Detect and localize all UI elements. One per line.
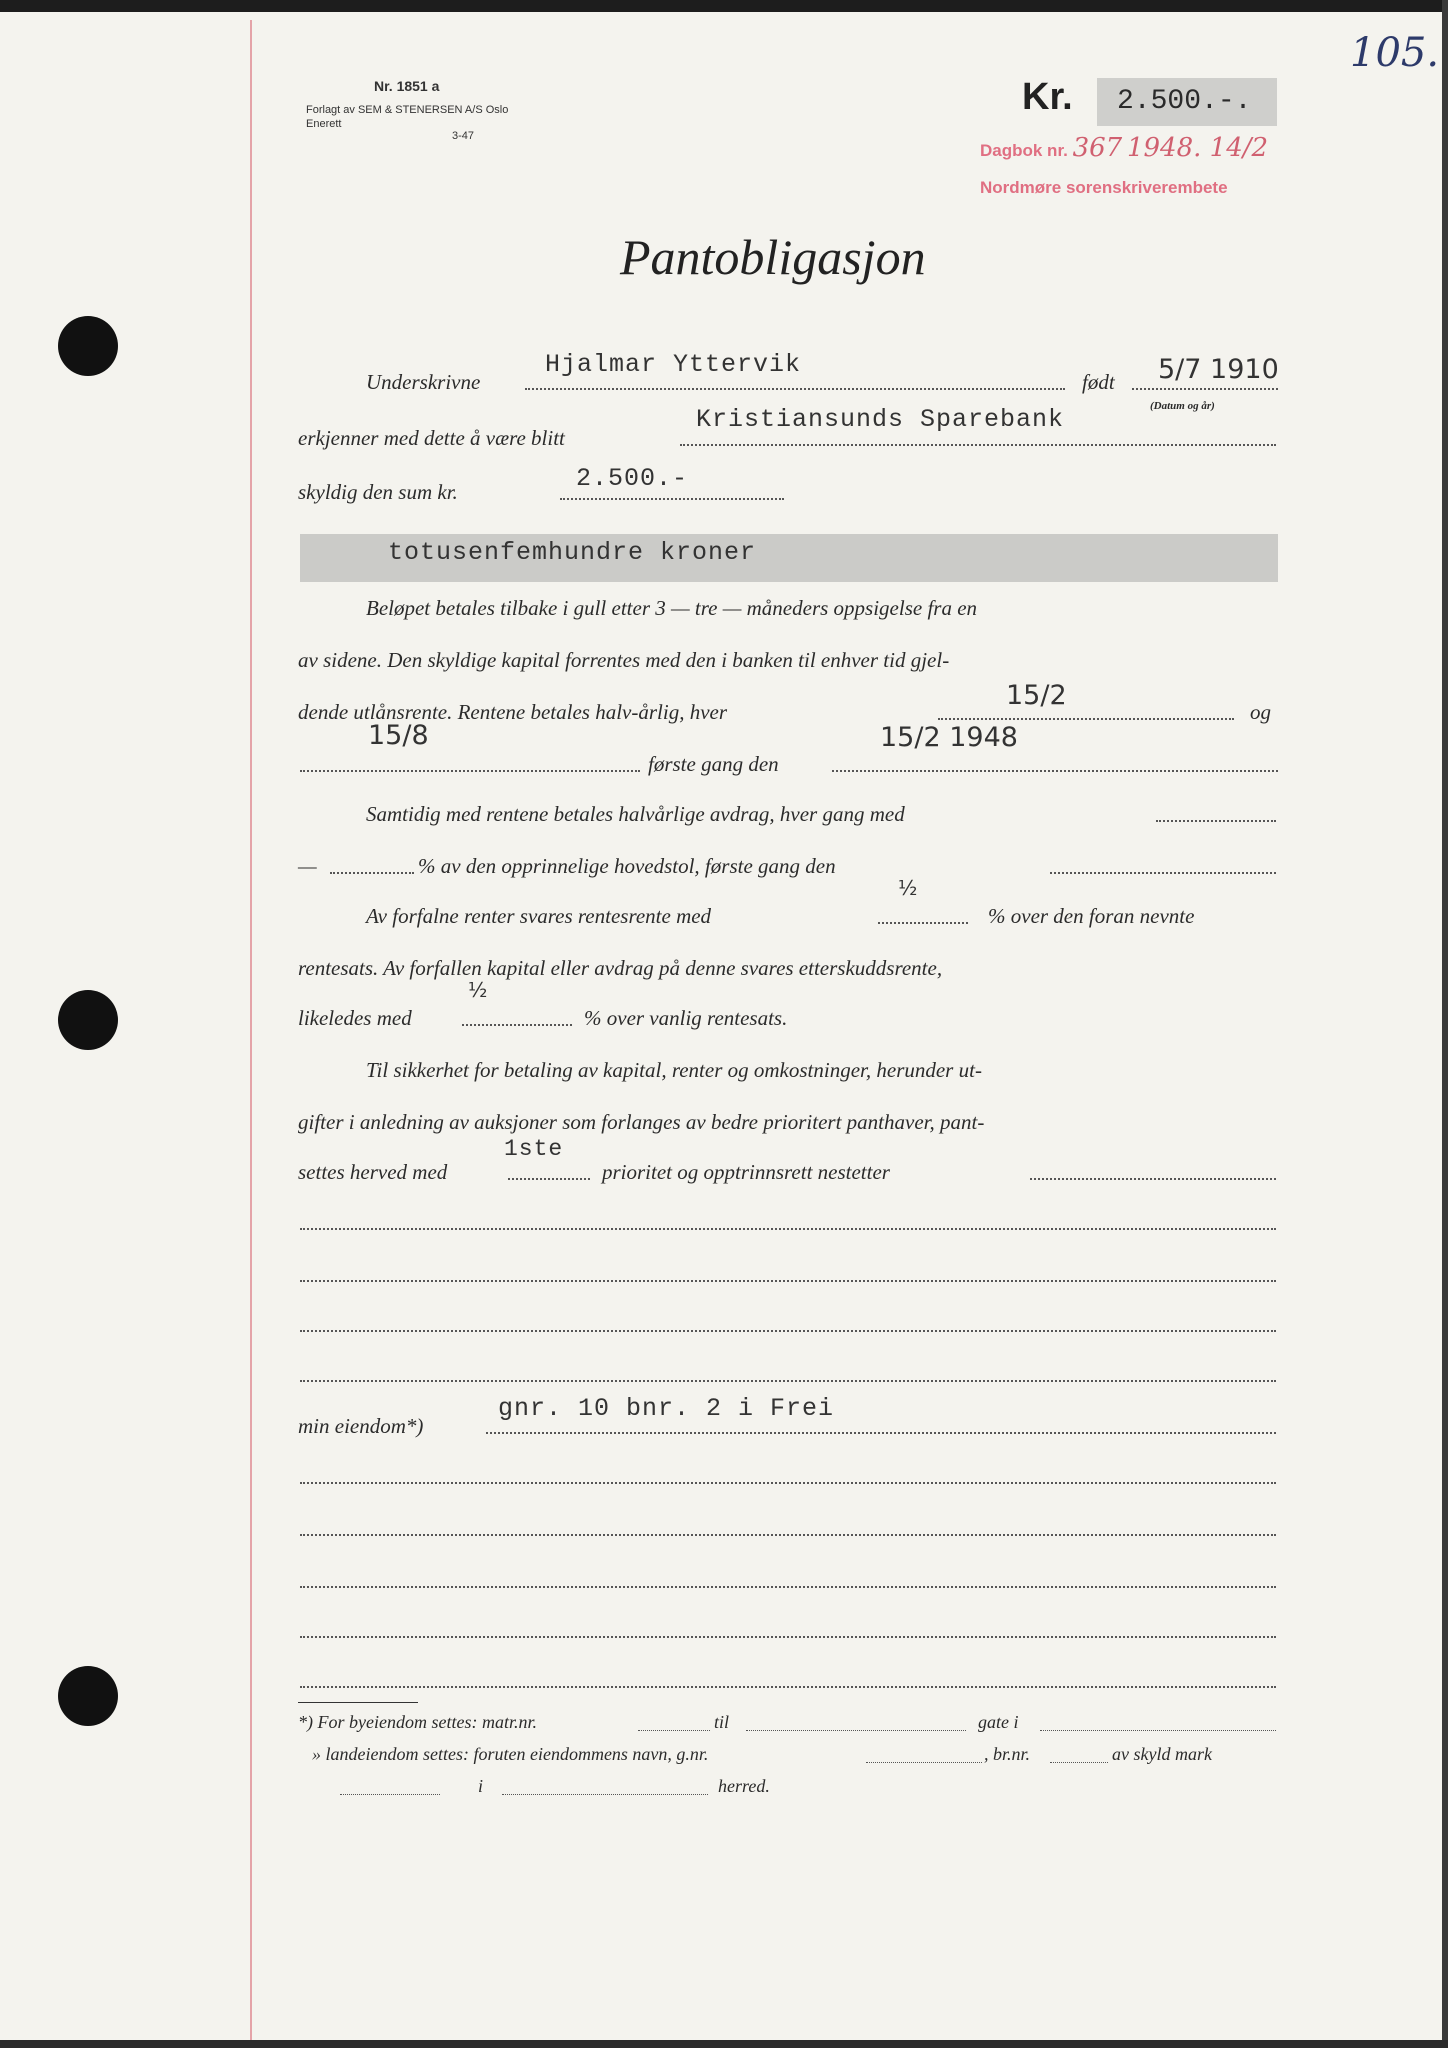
p1-line3: dende utlånsrente. Rentene betales halv-årlig, hver [298,700,728,724]
blank-line [300,1636,1276,1638]
term-date-1: 15/2 [1006,680,1067,711]
journal-stamp [980,133,1269,163]
dotted-line [1040,1730,1276,1731]
signer-label: Underskrivne [366,370,481,394]
dotted-line [508,1178,590,1180]
sum-value: 2.500.- [576,464,689,493]
footnote-rule [298,1702,418,1703]
dotted-line [746,1730,966,1731]
term-date-2: 15/8 [368,720,429,751]
first-date: 15/2 1948 [880,722,1018,753]
p1-line1: Beløpet betales tilbake i gull etter 3 — tre — måneders oppsigelse fra en [366,596,978,620]
dotted-line [525,388,1065,390]
blank-line [300,1686,1276,1688]
dotted-line [462,1024,572,1026]
blank-line [300,1380,1276,1382]
footnote-line2-c: av skyld mark [1112,1744,1212,1764]
punch-hole-top [58,316,118,376]
footnote-line2-a: » landeiendom settes: foruten eiendommens navn, g.nr. [312,1744,709,1764]
scan-right-edge [1442,0,1448,2048]
p3-line2: rentesats. Av forfallen kapital eller avdrag på denne svares etterskuddsrente, [298,956,943,980]
publisher-line: Forlagt av SEM & STENERSEN A/S Oslo [306,104,509,116]
p4-line1: Til sikkerhet for betaling av kapital, renter og omkostninger, herunder ut- [366,1058,982,1082]
publisher-code: 3-47 [452,130,475,142]
p2-line1: Samtidig med rentene betales halvårlige avdrag, hver gang med [366,802,905,826]
dotted-line [1030,1178,1276,1180]
footnote-line2-b: , br.nr. [984,1744,1031,1764]
creditor-label: erkjenner med dette å være blitt [298,426,565,450]
p3-line1-end: % over den foran nevnte [988,904,1195,928]
dotted-line [1050,872,1276,874]
dotted-line [1156,820,1276,822]
dotted-line [866,1762,982,1763]
signer-name: Hjalmar Yttervik [545,350,802,379]
punch-hole-bottom [58,1666,118,1726]
p2-dash: — [298,854,317,878]
stamp-journal-label: Dagbok nr. [980,141,1068,160]
dotted-line [680,444,1276,446]
footnote-line1-a: *) For byeiendom settes: matr.nr. [298,1712,537,1732]
dotted-line [300,770,640,772]
scan-bottom-edge [0,2040,1448,2048]
form-number: Nr. 1851 a [374,78,440,94]
journal-date: 1948. 14/2 [1126,133,1269,163]
footnote-line3-b: herred. [718,1776,770,1796]
p3-line3: likeledes med [298,1006,412,1030]
dotted-line [340,1794,440,1795]
dotted-line [1050,1762,1108,1763]
property-label: min eiendom*) [298,1414,424,1438]
dotted-line [486,1432,1276,1434]
dotted-line [502,1794,708,1795]
p2-line2: % av den opprinnelige hovedstol, første gang den [418,854,836,878]
blank-line [300,1228,1276,1230]
footnote-line3-a: i [478,1776,484,1796]
dotted-line [878,922,968,924]
dotted-line [560,498,784,500]
interest-rate-1: ½ [898,876,918,900]
dotted-line [638,1730,710,1731]
blank-line [300,1534,1276,1536]
dotted-line [330,872,414,874]
born-label: født [1082,370,1115,394]
p1-line2: av sidene. Den skyldige kapital forrentes med den i banken til enhver tid gjel- [298,648,950,672]
p4-line2: gifter i anledning av auksjoner som forlanges av bedre prioritert panthaver, pant- [298,1110,985,1134]
blank-line [300,1586,1276,1588]
p4-line3: settes herved med [298,1160,448,1184]
property-value: gnr. 10 bnr. 2 i Frei [498,1394,835,1423]
sum-words: totusenfemhundre kroner [388,538,757,567]
first-label: første gang den [648,752,779,776]
kr-label: Kr. [1022,76,1073,118]
interest-rate-2: ½ [468,978,488,1002]
page-number: 105. [1350,30,1440,76]
sum-label: skyldig den sum kr. [298,480,458,504]
document-title: Pantobligasjon [620,229,926,285]
p4-line3-end: prioritet og opptrinnsrett nestetter [602,1160,890,1184]
blank-line [300,1482,1276,1484]
journal-number: 367 [1072,133,1123,163]
punch-hole-middle [58,990,118,1050]
p3-line1: Av forfalne renter svares rentesrente med [366,904,712,928]
blank-line [300,1330,1276,1332]
p3-line3-end: % over vanlig rentesats. [584,1006,788,1030]
blank-line [300,1280,1276,1282]
p1-og: og [1250,700,1271,724]
dotted-line [1132,388,1278,390]
footnote-line1-c: gate i [978,1712,1019,1732]
stamp-office: Nordmøre sorenskriverembete [980,178,1228,197]
dotted-line [832,770,1278,772]
creditor-name: Kristiansunds Sparebank [696,405,1065,434]
amount-box: 2.500.-. [1097,78,1277,126]
priority-value: 1ste [504,1136,564,1162]
publisher-enerett: Enerett [306,118,342,130]
dotted-line [938,718,1234,720]
born-date: 5/7 1910 [1158,354,1279,385]
red-margin-line [250,20,252,2040]
born-hint: (Datum og år) [1150,400,1215,412]
scan-top-edge [0,0,1448,12]
footnote-line1-b: til [714,1712,730,1732]
